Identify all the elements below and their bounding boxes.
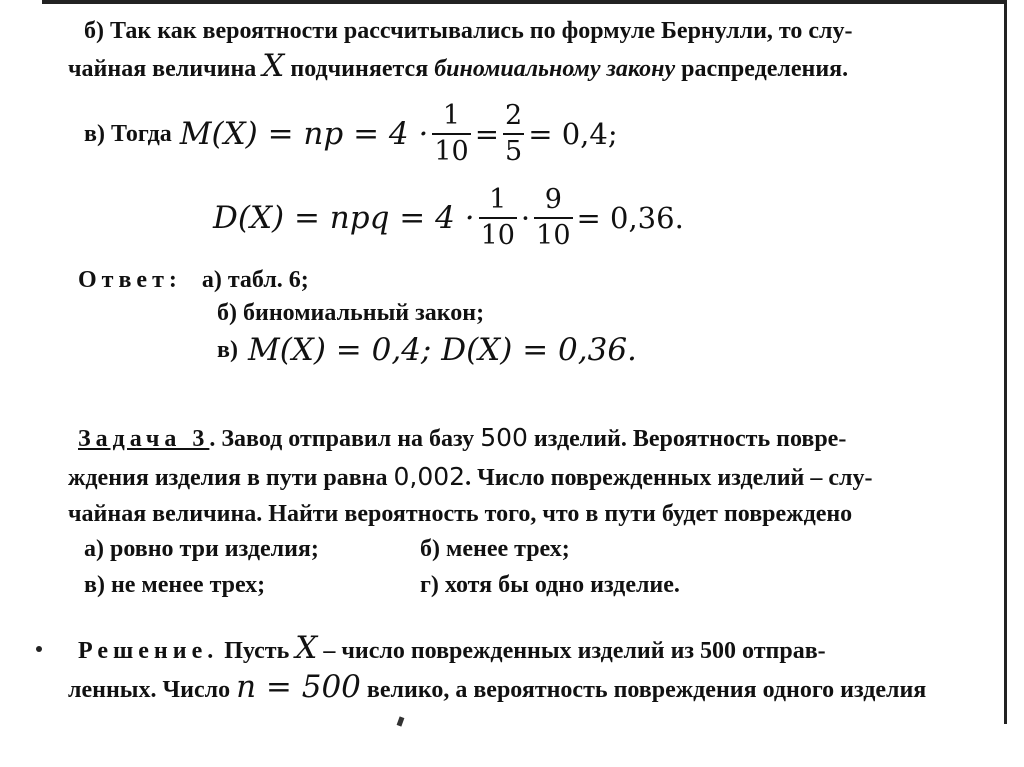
- para-b-line1: [84, 17, 853, 45]
- multiply-dot: ·: [520, 201, 531, 235]
- fraction-1-10: [479, 185, 517, 251]
- task3-line1-start: . Завод отправил на базу: [209, 426, 481, 452]
- solution-line2: [68, 669, 927, 705]
- variable-x: X: [295, 630, 318, 666]
- task3-line3: [68, 500, 852, 528]
- mx-lhs: M(X) = np = 4 ·: [179, 116, 429, 152]
- n-equals-500: n = 500: [236, 669, 361, 705]
- fraction-denominator: 10: [480, 220, 515, 251]
- mx-rhs: = 0,4;: [528, 117, 618, 151]
- answer-a: а) табл. 6;: [201, 267, 309, 293]
- fraction-bar: [503, 133, 524, 135]
- task3-option-v: [84, 571, 265, 599]
- solution-line2-end: велико, а вероятность повреждения одного изделия: [360, 677, 927, 703]
- fraction-2-5: [503, 101, 524, 167]
- answer-label: Ответ:: [78, 267, 182, 293]
- answer-b: б) биномиальный закон;: [217, 300, 485, 326]
- fraction-bar: [479, 217, 517, 219]
- task3-probability: 0,002: [393, 462, 466, 491]
- variable-x: X: [262, 48, 285, 84]
- equals-sign: =: [474, 117, 500, 151]
- fraction-denominator: 5: [505, 136, 523, 167]
- answer-line-v: [217, 330, 637, 370]
- fraction-bar: [432, 133, 470, 135]
- binomial-law-italic: биномиальному закону: [434, 56, 676, 82]
- formula-mx: [84, 96, 618, 172]
- para-b-line2-mid: подчиняется: [284, 56, 435, 82]
- option-b: б) менее трех;: [420, 536, 570, 562]
- fraction-denominator: 10: [434, 136, 469, 167]
- page-top-border: [42, 0, 1004, 4]
- fraction-1-10: [432, 101, 470, 167]
- para-b-line1-text: б) Так как вероятности рассчитывались по формуле Бернулли, то слу-: [84, 18, 853, 44]
- task3-count: 500: [480, 423, 528, 452]
- task3-line1-end: изделий. Вероятность повре-: [527, 426, 847, 452]
- task3-label: Задача 3: [78, 426, 210, 452]
- fraction-9-10: [534, 185, 572, 251]
- task3-line2-start: ждения изделия в пути равна: [68, 465, 394, 491]
- fraction-bar: [534, 217, 572, 219]
- bullet-mark: [36, 646, 42, 652]
- task3-line1: [78, 424, 846, 453]
- para-b-line2: [68, 48, 849, 84]
- para-v-label: в) Тогда: [84, 121, 172, 147]
- formula-dx: [213, 180, 684, 256]
- option-v: в) не менее трех;: [84, 572, 266, 598]
- answer-v-math: M(X) = 0,4; D(X) = 0,36.: [247, 332, 637, 368]
- task3-line2: [68, 463, 872, 492]
- solution-line1-end: – число поврежденных изделий из 500 отправ-: [317, 638, 826, 664]
- task3-line3-text: чайная величина. Найти вероятность того, что в пути будет повреждено: [68, 501, 853, 527]
- dx-rhs: = 0,36.: [576, 201, 684, 235]
- option-a: а) ровно три изделия;: [84, 536, 319, 562]
- task3-option-b: [420, 535, 570, 563]
- solution-line2-start: ленных. Число: [68, 677, 237, 703]
- dx-lhs: D(X) = npq = 4 ·: [213, 200, 475, 236]
- task3-line2-end: . Число поврежденных изделий – слу-: [465, 465, 873, 491]
- solution-line1: [78, 630, 826, 666]
- task3-option-a: [84, 535, 319, 563]
- option-g: г) хотя бы одно изделие.: [420, 572, 680, 598]
- fraction-numerator: 1: [442, 100, 461, 131]
- fraction-numerator: 1: [489, 184, 507, 215]
- para-b-line2-end: распределения.: [675, 56, 849, 82]
- solution-line1-start: Пусть: [218, 638, 296, 664]
- answer-v-label: в): [217, 337, 238, 363]
- answer-line-b: [217, 299, 484, 327]
- task3-option-g: [420, 571, 680, 599]
- para-b-line2-start: чайная величина: [68, 56, 263, 82]
- fraction-denominator: 10: [536, 220, 571, 251]
- print-speck: [397, 716, 405, 726]
- fraction-numerator: 9: [544, 184, 562, 215]
- answer-line-a: [78, 266, 309, 294]
- solution-label: Решение.: [78, 638, 219, 664]
- fraction-numerator: 2: [505, 100, 523, 131]
- page-right-border: [1004, 0, 1007, 724]
